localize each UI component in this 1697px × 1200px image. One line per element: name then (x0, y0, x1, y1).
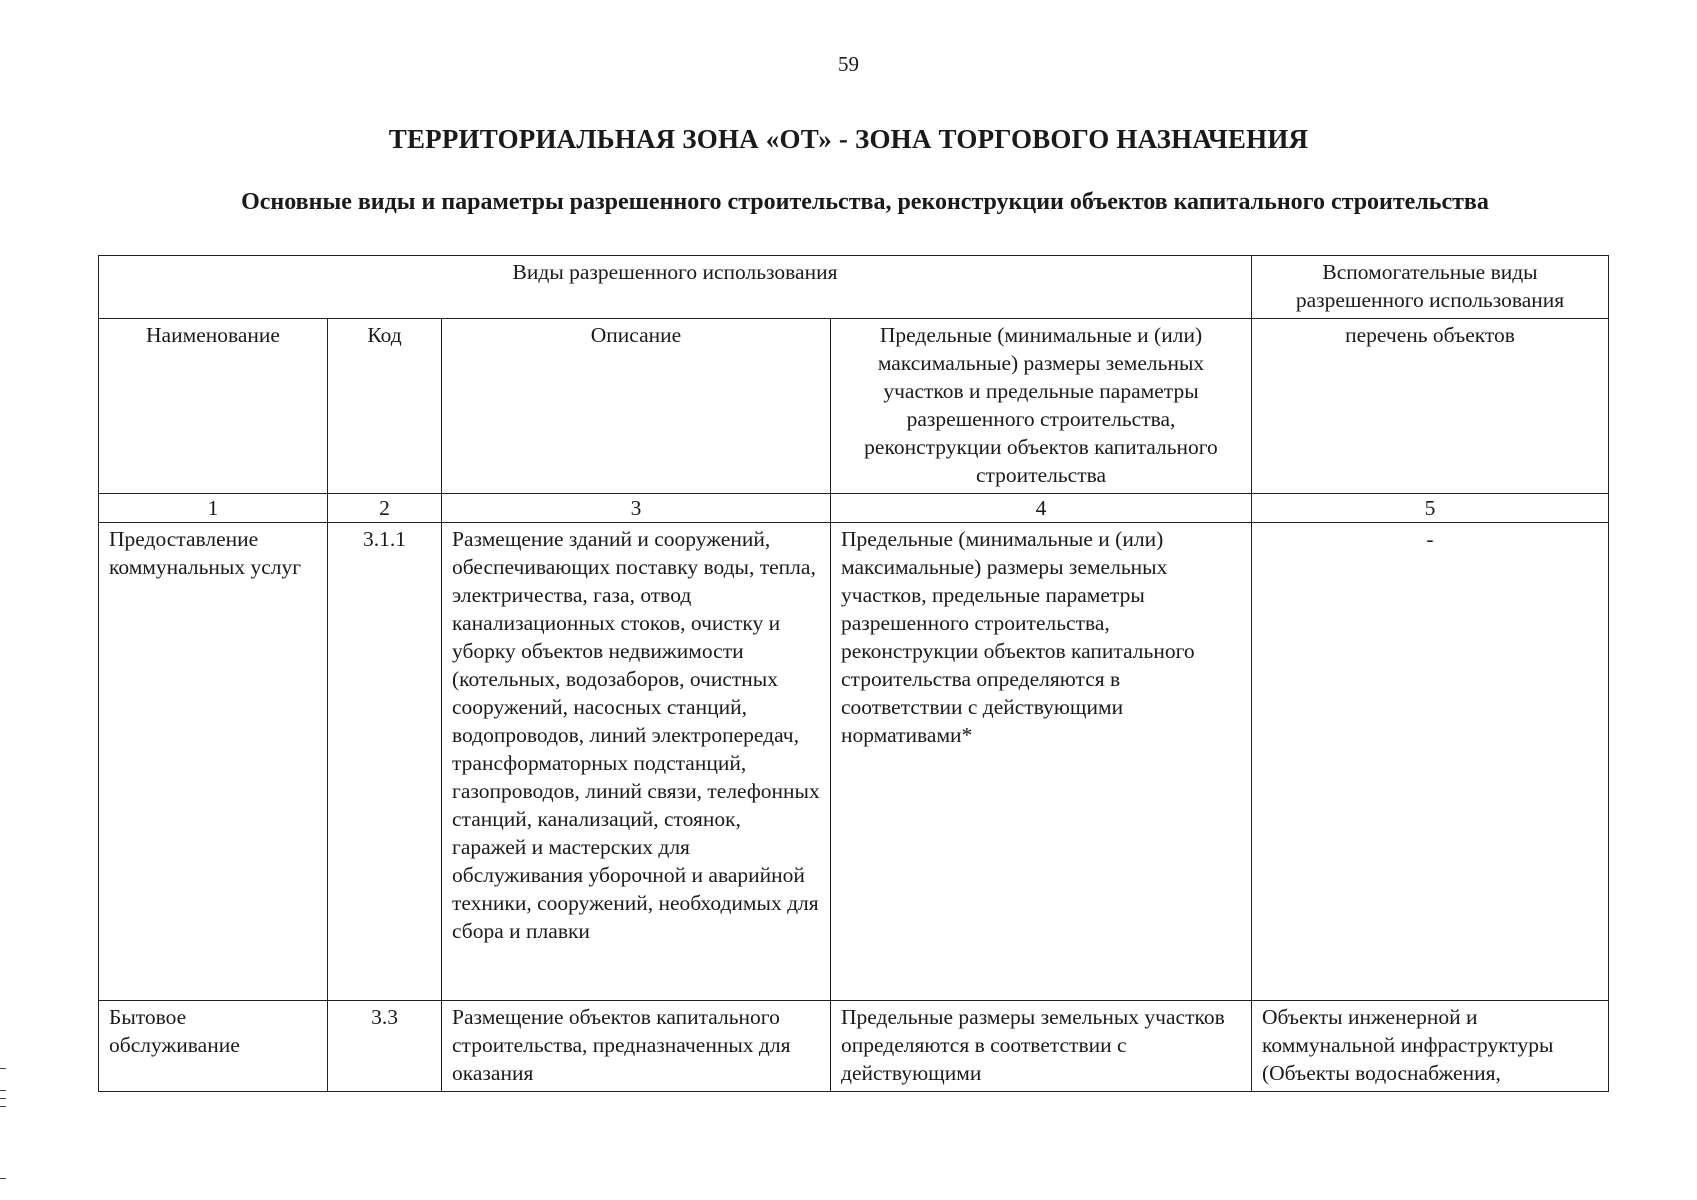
row-name: Предоставление коммунальных услуг (99, 523, 328, 1001)
row-aux (1252, 1001, 1609, 1092)
row-description-text: Размещение объектов капитального строительства, предназначенных для оказания (452, 1005, 791, 1085)
column-number: 1 (99, 494, 328, 523)
row-limits-text: Предельные размеры земельных участков определяются в соответствии с действующими (841, 1005, 1225, 1085)
row-limits: Предельные (минимальные и (или) максимальные) размеры земельных участков, предельные параметры разрешенного строительства, реконструкции объектов капитального строительства определяются в соответствии с действующими нормативами* (831, 523, 1252, 1001)
table-column-header-row (99, 319, 1609, 494)
column-number: 3 (442, 494, 831, 523)
row-code-text: 3.3 (371, 1005, 398, 1029)
column-number-row (99, 494, 1609, 523)
section-title: Основные виды и параметры разрешенного строительства, реконструкции объектов капитального строительства (241, 189, 1489, 215)
row-name (99, 1001, 328, 1092)
column-number: 5 (1252, 494, 1609, 523)
scan-margin-mark (0, 1178, 6, 1179)
row-code (328, 1001, 442, 1092)
scan-margin-mark (0, 1068, 6, 1069)
table-group-header-row (99, 256, 1609, 319)
column-header-code: Код (328, 319, 442, 494)
scan-margin-mark (0, 1106, 6, 1107)
zone-title: ТЕРРИТОРИАЛЬНАЯ ЗОНА «ОТ» - ЗОНА ТОРГОВОГО НАЗНАЧЕНИЯ (388, 124, 1309, 154)
permitted-use-table (98, 255, 1609, 1092)
table-row (99, 1001, 1609, 1092)
row-description: Размещение зданий и сооружений, обеспечивающих поставку воды, тепла, электричества, газа, отвод канализационных стоков, очистку и уборку объектов недвижимости (котельных, водозаборов, очистных сооружений, насосных станций, водопроводов, линий электропередач, трансформаторных подстанций, газопроводов, линий связи, телефонных станций, канализаций, стоянок, гаражей и мастерских для обслуживания уборочной и аварийной техники, сооружений, необходимых для сбора и плавки (442, 523, 831, 1001)
group-header-aux: Вспомогательные виды разрешенного использования (1252, 256, 1609, 319)
row-code: 3.1.1 (328, 523, 442, 1001)
column-header-aux-list: перечень объектов (1252, 319, 1609, 494)
column-number: 2 (328, 494, 442, 523)
group-header-main: Виды разрешенного использования (99, 256, 1252, 319)
column-number: 4 (831, 494, 1252, 523)
row-aux-text: Объекты инженерной и коммунальной инфраструктуры (Объекты водоснабжения, (1262, 1005, 1554, 1085)
scan-margin-mark (0, 1090, 6, 1091)
page-number: 59 (838, 52, 859, 76)
table-row (99, 523, 1609, 1001)
column-header-description: Описание (442, 319, 831, 494)
scan-margin-mark (0, 1098, 6, 1099)
row-name-text: Бытовое обслуживание (109, 1005, 240, 1057)
row-limits (831, 1001, 1252, 1092)
column-header-limits: Предельные (минимальные и (или) максимальные) размеры земельных участков и предельные параметры разрешенного строительства, реконструкции объектов капитального строительства (831, 319, 1252, 494)
row-aux: - (1252, 523, 1609, 1001)
column-header-name: Наименование (99, 319, 328, 494)
row-description (442, 1001, 831, 1092)
